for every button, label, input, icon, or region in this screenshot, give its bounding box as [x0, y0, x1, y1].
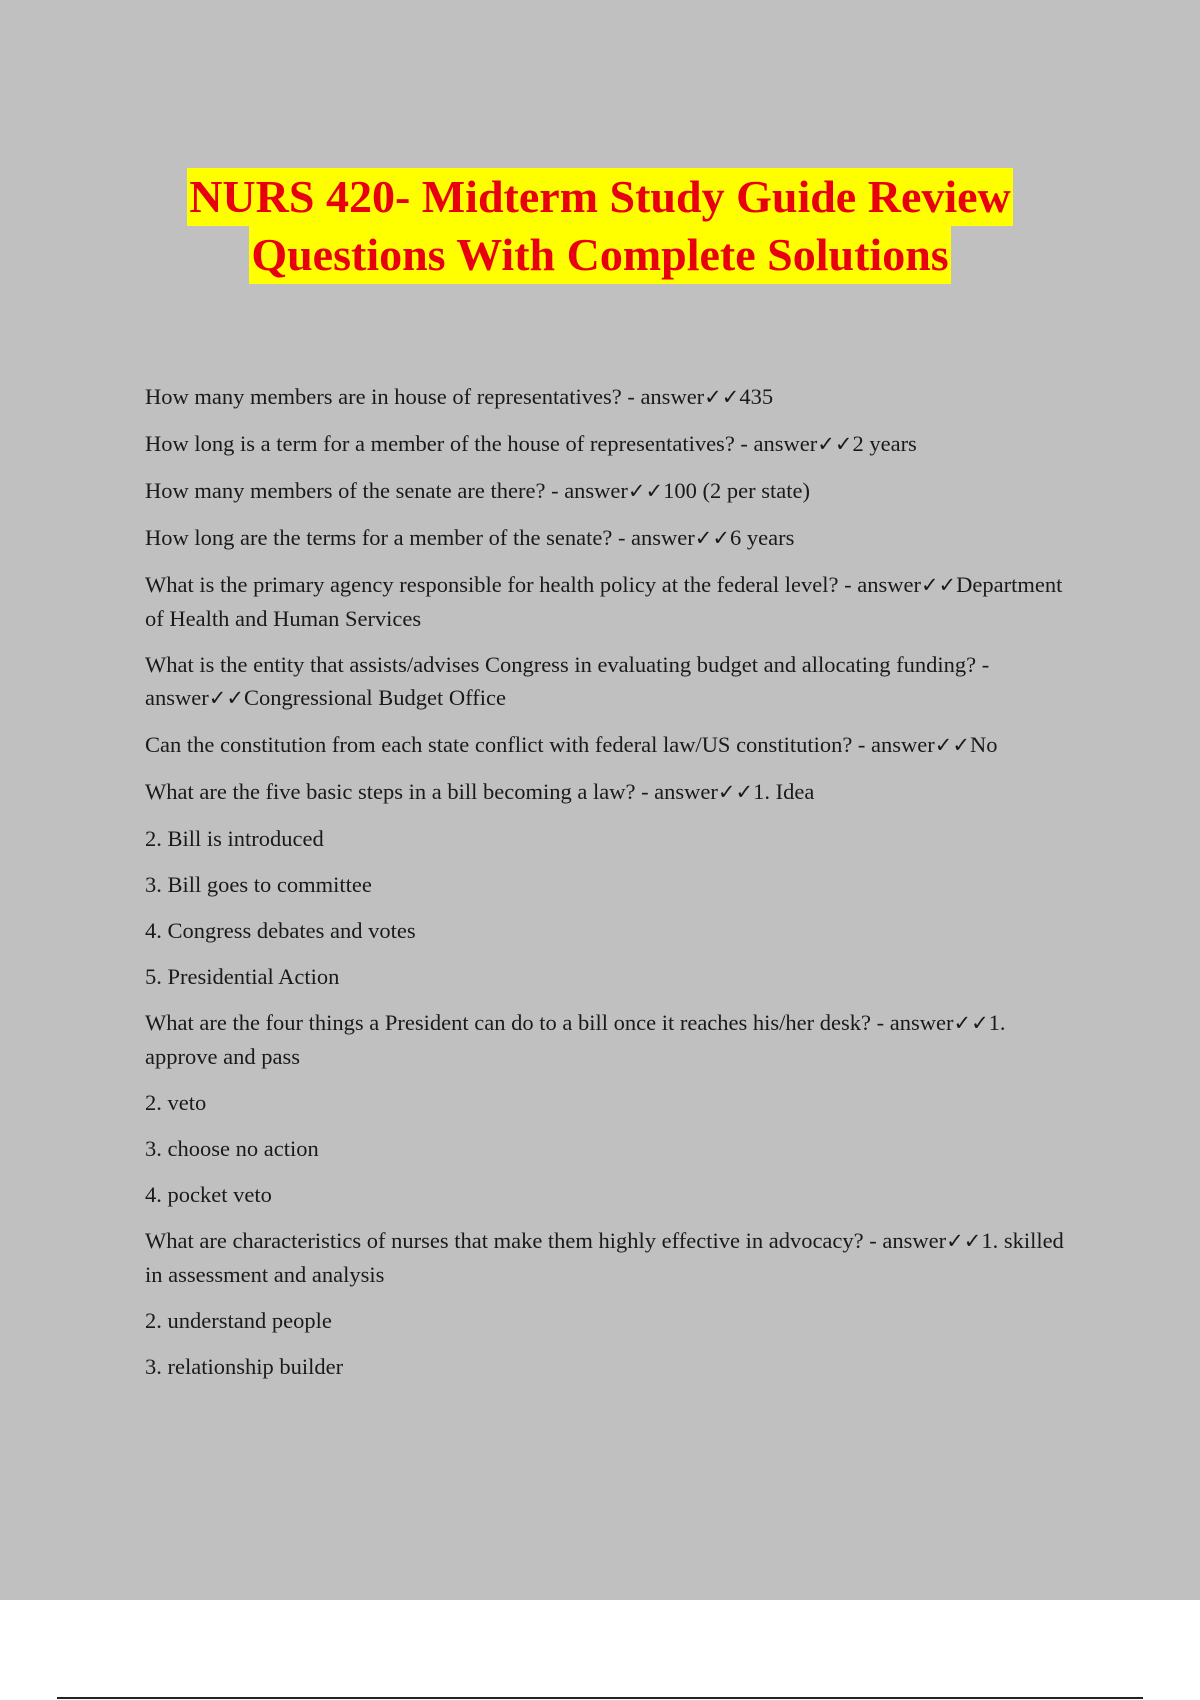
answer-text: No — [969, 732, 998, 757]
list-item: 3. choose no action — [145, 1136, 319, 1161]
list-item: 2. understand people — [145, 1308, 332, 1333]
list-item: 2. Bill is introduced — [145, 826, 324, 851]
double-check-icon: ✓✓ — [817, 432, 853, 456]
question-text: What are the four things a President can do to a bill once it reaches his/her desk? - answer — [145, 1010, 954, 1035]
answer-text: Congressional Budget Office — [243, 685, 506, 710]
double-check-icon: ✓✓ — [717, 780, 754, 804]
list-item: 5. Presidential Action — [145, 964, 340, 989]
question-text: How many members of the senate are there? - answer — [145, 478, 628, 503]
qa-item — [145, 775, 1075, 809]
answer-text: 100 (2 per state) — [663, 478, 810, 503]
list-item: 3. Bill goes to committee — [145, 872, 372, 897]
title-line-1: NURS 420- Midterm Study Guide Review — [187, 168, 1013, 226]
answer-text: 6 years — [729, 525, 795, 550]
double-check-icon: ✓✓ — [920, 573, 957, 597]
qa-item — [145, 728, 1075, 762]
list-item: 3. relationship builder — [145, 1354, 344, 1379]
question-text: Can the constitution from each state conflict with federal law/US constitution? - answer — [145, 732, 935, 757]
double-check-icon: ✓✓ — [953, 1011, 989, 1035]
list-item: 4. pocket veto — [145, 1182, 272, 1207]
qa-item — [145, 521, 1075, 555]
list-item: 2. veto — [145, 1090, 207, 1115]
double-check-icon: ✓✓ — [934, 733, 970, 757]
qa-item — [145, 1006, 1075, 1073]
answer-text: Department of Health and Human Services — [145, 572, 1063, 631]
qa-item — [145, 1224, 1075, 1291]
double-check-icon: ✓✓ — [208, 686, 244, 710]
answer-text: 1. Idea — [753, 779, 815, 804]
question-text: What are the five basic steps in a bill becoming a law? - answer — [145, 779, 718, 804]
qa-item — [145, 427, 1075, 461]
answer-text: 2 years — [852, 431, 917, 456]
question-text: What is the entity that assists/advises Congress in evaluating budget and allocating funding? - answer — [145, 652, 990, 710]
double-check-icon: ✓✓ — [946, 1229, 982, 1253]
question-text: How many members are in house of representatives? - answer — [145, 384, 705, 409]
answer-text: 435 — [739, 384, 774, 409]
document-title — [0, 168, 1200, 284]
question-text: What is the primary agency responsible for health policy at the federal level? - answer — [145, 572, 921, 597]
qa-item — [145, 380, 1075, 414]
double-check-icon: ✓✓ — [694, 526, 730, 550]
question-text: What are characteristics of nurses that make them highly effective in advocacy? - answer — [145, 1228, 947, 1253]
footer-divider — [57, 1697, 1143, 1699]
double-check-icon: ✓✓ — [704, 385, 740, 409]
qa-list — [145, 380, 1075, 1396]
qa-item — [145, 568, 1075, 635]
answer-text: 1. approve and pass — [145, 1010, 1006, 1069]
list-item: 4. Congress debates and votes — [145, 918, 416, 943]
question-text: How long are the terms for a member of the senate? - answer — [145, 525, 695, 550]
answer-text: 1. skilled in assessment and analysis — [145, 1228, 1064, 1287]
qa-item — [145, 474, 1075, 508]
title-line-2: Questions With Complete Solutions — [249, 226, 950, 284]
question-text: How long is a term for a member of the house of representatives? - answer — [145, 431, 818, 456]
double-check-icon: ✓✓ — [627, 479, 664, 503]
qa-item — [145, 648, 1075, 715]
